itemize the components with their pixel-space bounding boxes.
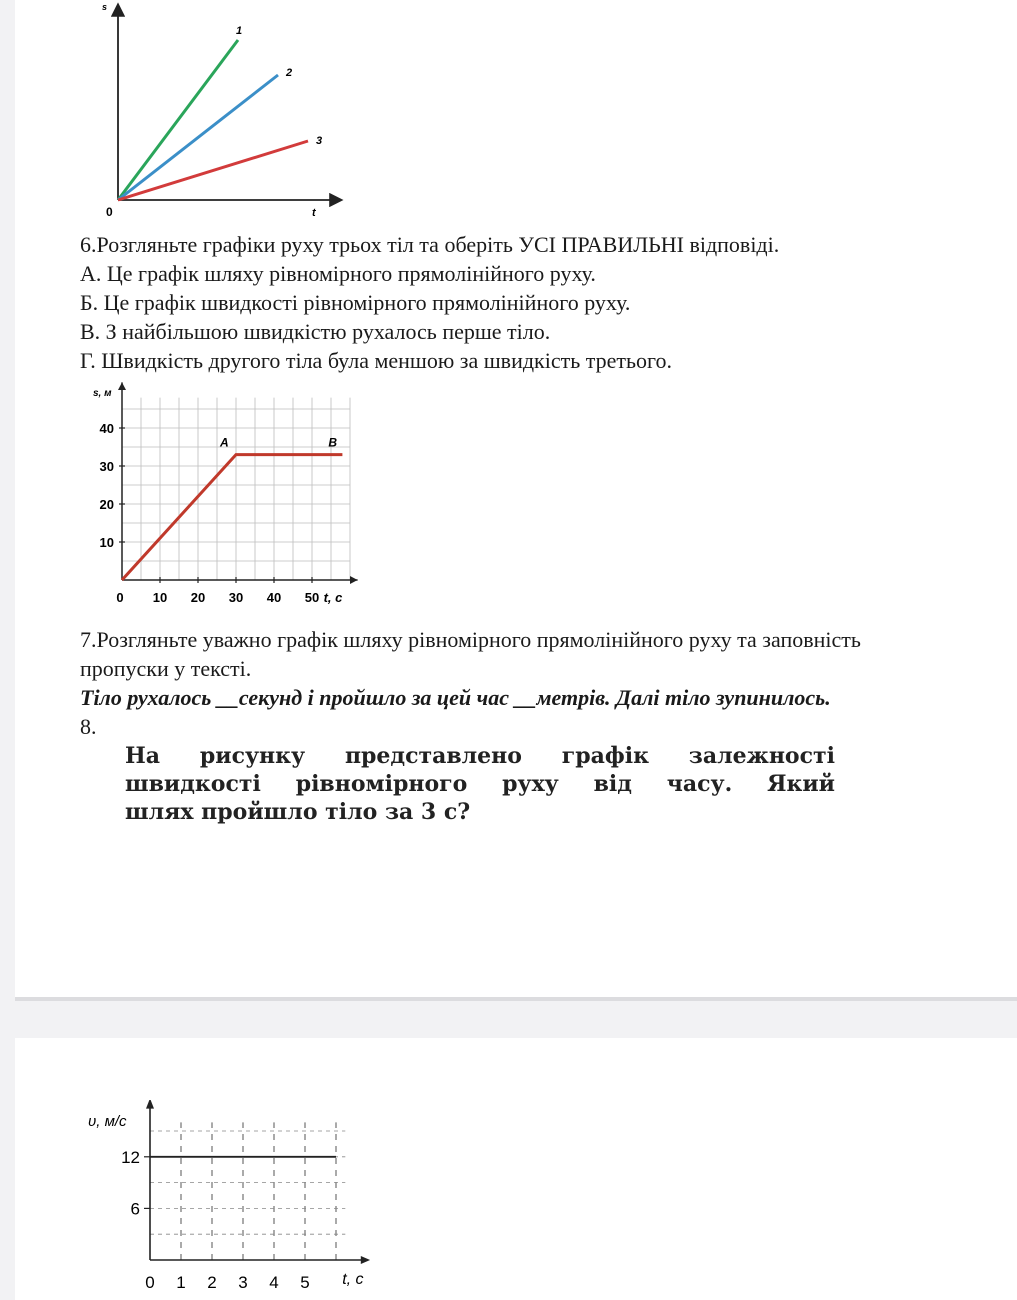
x-axis-arrow xyxy=(350,576,358,584)
x-axis-label: t xyxy=(312,207,316,219)
x-tick-label: 10 xyxy=(152,590,168,605)
x-tick-label: 40 xyxy=(266,590,282,605)
chart-path-time xyxy=(85,382,365,614)
q8-line2: швидкості рівномірного руху від часу. Який xyxy=(125,771,835,797)
y-axis-arrow xyxy=(118,382,126,390)
x-axis-label: t, c xyxy=(342,1271,364,1288)
x-tick-label: 5 xyxy=(300,1273,310,1292)
q6-option-a: А. Це графік шляху рівномірного прямолінійного руху. xyxy=(80,261,596,286)
q6-option-c: В. З найбільшою швидкістю рухалось перше тіло. xyxy=(80,319,551,344)
series-label-3: 3 xyxy=(316,135,323,147)
y-axis-label: υ, м/с xyxy=(88,1113,127,1130)
x-tick-label: 20 xyxy=(190,590,206,605)
x-tick-label: 1 xyxy=(176,1273,186,1292)
q7-fill-text: Тіло рухалось __секунд і пройшло за цей час __метрів. Далі тіло зупинилось. xyxy=(80,685,831,710)
q6-option-d: Г. Швидкість другого тіла була меншою за швидкість третього. xyxy=(80,348,673,373)
y-tick-label: 6 xyxy=(130,1199,140,1219)
chart-three-bodies xyxy=(90,0,350,222)
x-tick-label: 2 xyxy=(207,1273,217,1292)
q7-line1: 7.Розгляньте уважно графік шляху рівномірного прямолінійного руху та заповність xyxy=(80,627,861,652)
series-label-2: 2 xyxy=(286,67,293,79)
y-tick-label: 30 xyxy=(99,459,114,474)
point-label-B: B xyxy=(328,435,338,450)
q7-line2: пропуски у тексті. xyxy=(80,656,252,681)
y-tick-label: 12 xyxy=(121,1147,140,1167)
chart-velocity-time xyxy=(80,1100,380,1300)
x-tick-label: 3 xyxy=(238,1273,248,1292)
y-tick-label: 10 xyxy=(99,535,114,550)
q6-title: 6.Розгляньте графіки руху трьох тіл та оберіть УСІ ПРАВИЛЬНІ відповіді. xyxy=(80,232,780,257)
x-tick-label: 4 xyxy=(269,1273,279,1292)
card-divider xyxy=(15,997,1017,1001)
x-axis-arrow xyxy=(361,1256,370,1264)
y-axis-arrow xyxy=(146,1100,154,1109)
q8-line1: На рисунку представлено графік залежності xyxy=(125,743,835,769)
series-line-3 xyxy=(118,141,308,200)
y-tick-label: 40 xyxy=(99,421,114,436)
q8-number: 8. xyxy=(80,714,97,739)
q8-line3: шлях пройшло тіло за 3 с? xyxy=(125,799,471,825)
x-tick-label: 0 xyxy=(145,1273,155,1292)
series-label-1: 1 xyxy=(236,25,243,37)
point-label-A: A xyxy=(220,435,229,450)
q6-option-b: Б. Це графік швидкості рівномірного прямолінійного руху. xyxy=(80,290,631,315)
y-tick-label: 20 xyxy=(99,497,114,512)
x-axis-label: t, c xyxy=(323,590,343,605)
x-tick-label: 50 xyxy=(304,590,320,605)
x-tick-label: 30 xyxy=(228,590,244,605)
x-tick-label: 0 xyxy=(116,590,124,605)
q8-question xyxy=(125,742,835,826)
y-axis-label: s xyxy=(102,2,108,12)
y-axis-label: s, м xyxy=(93,388,112,399)
origin-label: 0 xyxy=(106,205,113,219)
